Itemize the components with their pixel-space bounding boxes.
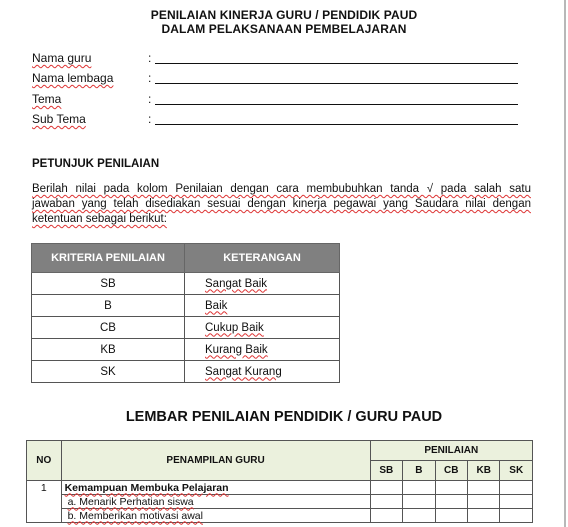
score-cell[interactable] xyxy=(403,509,435,523)
criteria-desc: Cukup Baik xyxy=(185,317,340,339)
field-label-nama-lembaga: Nama lembaga xyxy=(32,71,114,85)
scale-sb: SB xyxy=(370,461,402,481)
row-item: a. Menarik Perhatian siswa xyxy=(61,495,370,509)
field-label-tema: Tema xyxy=(32,92,62,106)
criteria-code: CB xyxy=(32,317,185,339)
field-line-nama-guru[interactable] xyxy=(155,63,518,64)
criteria-code: B xyxy=(32,295,185,317)
document-title-line2: DALAM PELAKSANAAN PEMBELAJARAN xyxy=(161,22,407,36)
score-cell[interactable] xyxy=(435,509,467,523)
criteria-code: SK xyxy=(32,361,185,383)
score-cell[interactable] xyxy=(500,509,533,523)
scale-cb: CB xyxy=(435,461,467,481)
criteria-header-desc: KETERANGAN xyxy=(185,244,340,273)
table-row xyxy=(27,495,533,509)
criteria-table xyxy=(31,243,340,383)
score-cell[interactable] xyxy=(468,495,500,509)
row-number xyxy=(27,495,62,509)
row-item: Kemampuan Membuka Pelajaran xyxy=(61,481,370,495)
field-colon: : xyxy=(148,71,152,85)
document-title-line1: PENILAIAN KINERJA GURU / PENDIDIK PAUD xyxy=(150,8,418,22)
instructions-paragraph xyxy=(32,182,531,227)
field-colon: : xyxy=(148,92,152,106)
assessment-header-item: PENAMPILAN GURU xyxy=(61,441,370,481)
score-cell[interactable] xyxy=(435,481,467,495)
criteria-desc: Sangat Kurang xyxy=(185,361,340,383)
table-row xyxy=(32,273,340,295)
scale-sk: SK xyxy=(500,461,533,481)
scale-b: B xyxy=(403,461,435,481)
score-cell[interactable] xyxy=(500,495,533,509)
scale-kb: KB xyxy=(468,461,500,481)
score-cell[interactable] xyxy=(370,495,402,509)
assessment-header-group: PENILAIAN xyxy=(370,441,532,461)
field-colon: : xyxy=(148,51,152,65)
instructions-line: Berilah nilai pada kolom Penilaian dengan cara membubuhkan tanda √ pada salah satu xyxy=(32,183,531,195)
criteria-header-row xyxy=(32,244,340,273)
assessment-table xyxy=(26,440,533,523)
field-label-nama-guru: Nama guru xyxy=(32,51,92,65)
criteria-desc: Kurang Baik xyxy=(185,339,340,361)
assessment-header-row xyxy=(27,441,533,461)
table-row xyxy=(27,509,533,523)
instructions-line: ketentuan sebagai berikut: xyxy=(32,213,167,225)
criteria-header-code: KRITERIA PENILAIAN xyxy=(32,244,185,273)
assessment-header-no: NO xyxy=(27,441,62,481)
score-cell[interactable] xyxy=(468,509,500,523)
instructions-line: jawaban yang telah disediakan sesuai dengan kinerja pegawai yang Saudara nilai dengan xyxy=(32,198,531,210)
table-row xyxy=(32,339,340,361)
score-cell[interactable] xyxy=(403,495,435,509)
field-line-sub-tema[interactable] xyxy=(155,124,518,125)
criteria-desc: Sangat Baik xyxy=(185,273,340,295)
table-row xyxy=(32,295,340,317)
instructions-heading: PETUNJUK PENILAIAN xyxy=(32,158,160,170)
row-number xyxy=(27,509,62,523)
score-cell[interactable] xyxy=(500,481,533,495)
score-cell[interactable] xyxy=(435,495,467,509)
score-cell[interactable] xyxy=(370,481,402,495)
field-label-sub-tema: Sub Tema xyxy=(32,112,86,126)
score-cell[interactable] xyxy=(370,509,402,523)
field-colon: : xyxy=(148,112,152,126)
assessment-title: LEMBAR PENILAIAN PENDIDIK / GURU PAUD xyxy=(125,409,443,425)
field-line-nama-lembaga[interactable] xyxy=(155,83,518,84)
criteria-code: KB xyxy=(32,339,185,361)
page-edge xyxy=(564,0,566,527)
row-number: 1 xyxy=(27,481,62,495)
score-cell[interactable] xyxy=(403,481,435,495)
criteria-desc: Baik xyxy=(185,295,340,317)
table-row xyxy=(32,317,340,339)
field-line-tema[interactable] xyxy=(155,104,518,105)
table-row xyxy=(27,481,533,495)
criteria-code: SB xyxy=(32,273,185,295)
row-item: b. Memberikan motivasi awal xyxy=(61,509,370,523)
score-cell[interactable] xyxy=(468,481,500,495)
table-row xyxy=(32,361,340,383)
